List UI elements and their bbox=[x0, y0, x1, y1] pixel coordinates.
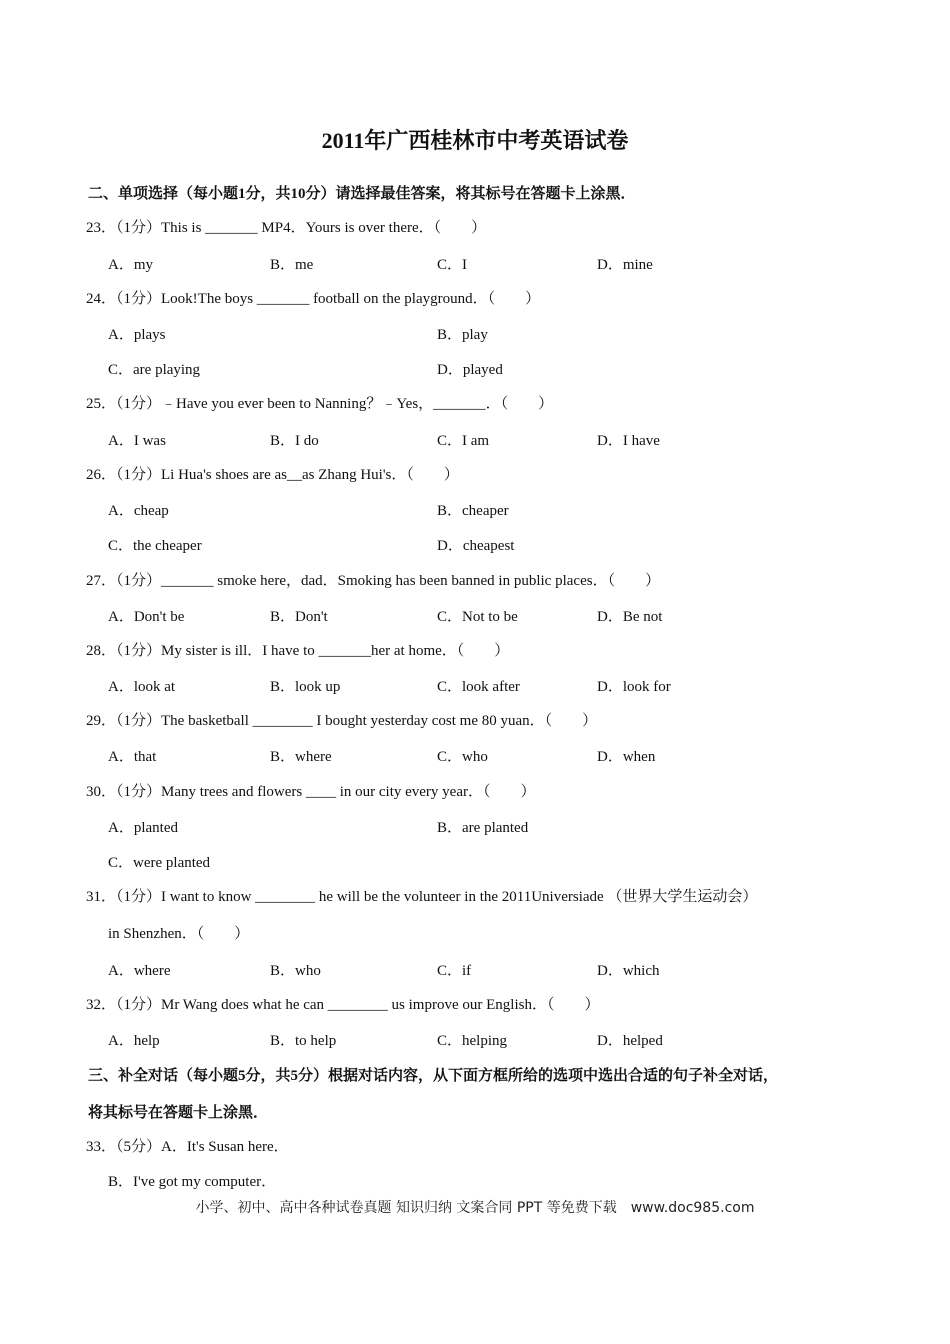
q25-option-d: D．I have bbox=[597, 433, 660, 449]
question-24: 24．（1分）Look!The boys _______ football on the playground．（ ） bbox=[86, 291, 541, 307]
question-27: 27．（1分）_______ smoke here，dad．Smoking has been banned in public places．（ ） bbox=[86, 573, 661, 589]
q28-option-a: A．look at bbox=[108, 679, 176, 695]
q27-option-b: B．Don't bbox=[270, 609, 328, 625]
q23-option-a: A．my bbox=[108, 257, 154, 273]
section-heading-dialogue-continued: 将其标号在答题卡上涂黑． bbox=[88, 1105, 269, 1121]
q30-option-a: A．planted bbox=[108, 820, 178, 836]
q26-option-d: D．cheapest bbox=[437, 538, 515, 554]
question-23: 23．（1分）This is _______ MP4．Yours is over there．（ ） bbox=[86, 220, 487, 236]
q28-option-c: C．look after bbox=[437, 679, 520, 695]
q30-option-b: B．are planted bbox=[437, 820, 529, 836]
q24-option-a: A．plays bbox=[108, 327, 166, 343]
q29-option-c: C．who bbox=[437, 749, 488, 765]
q32-option-a: A．help bbox=[108, 1033, 160, 1049]
q23-option-d: D．mine bbox=[597, 257, 653, 273]
q26-option-b: B．cheaper bbox=[437, 503, 509, 519]
question-31-continued: in Shenzhen．（ ） bbox=[108, 926, 250, 942]
question-33: 33．（5分）A．It's Susan here． bbox=[86, 1139, 289, 1155]
q28-option-d: D．look for bbox=[597, 679, 671, 695]
question-28: 28．（1分）My sister is ill．I have to _______her at home．（ ） bbox=[86, 643, 510, 659]
q33-option-b: B．I've got my computer． bbox=[108, 1174, 277, 1190]
q23-option-c: C．I bbox=[437, 257, 468, 273]
q31-option-b: B．who bbox=[270, 963, 321, 979]
q25-option-b: B．I do bbox=[270, 433, 319, 449]
q26-option-c: C．the cheaper bbox=[108, 538, 202, 554]
q31-option-c: C．if bbox=[437, 963, 472, 979]
q29-option-a: A．that bbox=[108, 749, 157, 765]
section-heading-dialogue: 三、补全对话（每小题5分，共5分）根据对话内容，从下面方框所给的选项中选出合适的句子补全对话， bbox=[88, 1068, 779, 1084]
q26-option-a: A．cheap bbox=[108, 503, 169, 519]
question-31: 31．（1分）I want to know ________ he will be the volunteer in the 2011Universiade （世界大学生运动会） bbox=[86, 889, 758, 905]
q25-option-c: C．I am bbox=[437, 433, 490, 449]
q30-option-c: C．were planted bbox=[108, 855, 211, 871]
q31-option-a: A．where bbox=[108, 963, 171, 979]
page-title: 2011年广西桂林市中考英语试卷 bbox=[321, 128, 629, 153]
q32-option-d: D．helped bbox=[597, 1033, 663, 1049]
q23-option-b: B．me bbox=[270, 257, 314, 273]
q27-option-c: C．Not to be bbox=[437, 609, 518, 625]
q32-option-b: B．to help bbox=[270, 1033, 337, 1049]
q31-option-d: D．which bbox=[597, 963, 660, 979]
footer-advertisement: 小学、初中、高中各种试卷真题 知识归纳 文案合同 PPT 等免费下载 www.doc985.com bbox=[195, 1200, 755, 1216]
q25-option-a: A．I was bbox=[108, 433, 166, 449]
q24-option-c: C．are playing bbox=[108, 362, 201, 378]
q24-option-d: D．played bbox=[437, 362, 503, 378]
question-32: 32．（1分）Mr Wang does what he can ________ us improve our English．（ ） bbox=[86, 997, 600, 1013]
q29-option-b: B．where bbox=[270, 749, 332, 765]
q28-option-b: B．look up bbox=[270, 679, 341, 695]
q27-option-a: A．Don't be bbox=[108, 609, 185, 625]
question-30: 30．（1分）Many trees and flowers ____ in our city every year．（ ） bbox=[86, 784, 536, 800]
question-26: 26．（1分）Li Hua's shoes are as__as Zhang Hui's．（ ） bbox=[86, 467, 459, 483]
q32-option-c: C．helping bbox=[437, 1033, 507, 1049]
section-heading-multiple-choice: 二、单项选择（每小题1分，共10分）请选择最佳答案，将其标号在答题卡上涂黑． bbox=[88, 186, 636, 202]
question-25: 25．（1分）﹣Have you ever been to Nanning？﹣Yes，_______．（ ） bbox=[86, 396, 554, 412]
question-29: 29．（1分）The basketball ________ I bought yesterday cost me 80 yuan．（ ） bbox=[86, 713, 598, 729]
q24-option-b: B．play bbox=[437, 327, 488, 343]
q29-option-d: D．when bbox=[597, 749, 656, 765]
q27-option-d: D．Be not bbox=[597, 609, 663, 625]
